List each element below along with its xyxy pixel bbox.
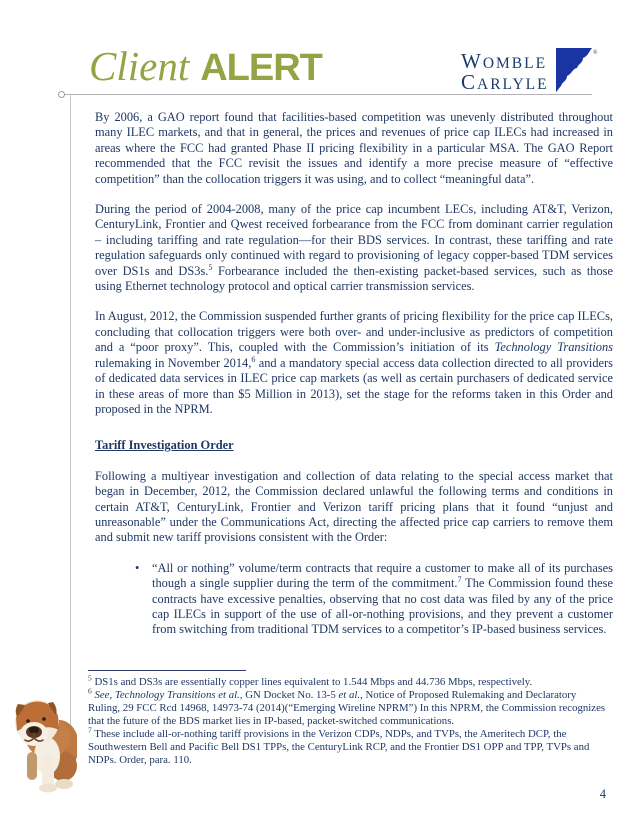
footnote-7-number: 7 <box>88 725 92 735</box>
footnote-5-number: 5 <box>88 673 92 683</box>
paragraph-2-text: During the period of 2004-2008, many of the price cap incumbent LECs, including AT&T, Verizon, CenturyLink, Frontier and Qwest received forbearance from the FCC from dominant carrier regulation – including tariffing and rate regulation—for their BDS services. In contrast, these tariffing and rate regulation safeguards only continued with regard to provisioning of legacy copper-based TDM services over DS1s and DS3s. <box>95 202 613 278</box>
paragraph-3-italic-title: Technology Transitions <box>494 340 613 355</box>
footnote-5 <box>88 673 608 689</box>
footnote-ref-7: 7 <box>457 575 462 585</box>
bullet-item-all-or-nothing <box>95 561 613 638</box>
footnote-5-text: DS1s and DS3s are essentially copper lines equivalent to 1.544 Mbps and 44.736 Mbps, respectively. <box>91 676 533 688</box>
page-number: 4 <box>599 787 606 801</box>
header-divider-line <box>62 94 592 95</box>
masthead-title-alert: ALERT <box>200 47 322 89</box>
footnote-6-number: 6 <box>88 686 92 696</box>
footnotes-section <box>88 670 608 767</box>
firm-logo-line2: CARLYLE <box>461 70 549 94</box>
paragraph-3-text: In August, 2012, the Commission suspended further grants of pricing flexibility for the price cap ILECs, concluding that collocation triggers were both over- and under-inclusive as predictors of competition and a “poor proxy”. This, coupled with the Commission’s initiation of its <box>95 309 613 355</box>
footnote-7-text: These include all-or-nothing tariff provisions in the Verizon CDPs, NDPs, and TVPs, the Ameritech DCP, the Southwestern Bell and Pacific Bell DS1 TPPs, the CenturyLink RCP, and the Frontier DS1 OPP and TPP, TVPs and NDPs. Order, para. 110. <box>88 728 590 766</box>
footnote-6-citation-italic: See, Technology Transitions et al. <box>91 689 240 701</box>
paragraph-3-text-c: and a mandatory special access data collection directed to all providers of dedicated data services in ILEC price cap markets (as well as certain purchasers of dedicated service in these areas of more than $5 Million in 2013), set the stage for the reforms taken in this Order and proposed in the NPRM. <box>95 355 613 416</box>
paragraph-2-text-cont: Forbearance included the then-existing packet-based services, such as those using Ethernet technology protocol and optical carrier transmission services. <box>95 263 614 294</box>
footnote-ref-6: 6 <box>251 354 256 364</box>
paragraph-4 <box>95 469 613 546</box>
footnote-ref-5: 5 <box>208 262 213 272</box>
paragraph-3-text-b: rulemaking in November 2014, <box>95 355 252 370</box>
footnote-6-text-a: , GN Docket No. 13-5 <box>239 689 339 701</box>
footnote-6 <box>88 686 608 728</box>
paragraph-2 <box>95 202 613 294</box>
bullet-list <box>95 561 613 638</box>
masthead-title-client: Client <box>89 43 190 89</box>
bulldog-mascot-image <box>1 694 77 794</box>
footnote-separator-line <box>88 670 246 671</box>
divider-end-circle <box>58 91 65 98</box>
registered-trademark: ® <box>593 50 598 56</box>
section-heading-tariff-investigation-order: Tariff Investigation Order <box>95 438 234 453</box>
firm-logo-line1: WOMBLE <box>461 49 548 73</box>
footnote-6-text-b: , Notice of Proposed Rulemaking and Declaratory Ruling, 29 FCC Rcd 14968, 14973-74 (2014)(“Emerging Wireline NPRM”) In this NPRM, the Commission recognizes that the future of the BDS market lies in IP-based, packet-switched communications. <box>88 689 606 727</box>
newsletter-masthead <box>89 42 322 90</box>
firm-logo <box>461 49 549 94</box>
bullet-marker: • <box>135 560 140 575</box>
paragraph-1 <box>95 110 613 187</box>
paragraph-4-text: Following a multiyear investigation and collection of data relating to the special access market that began in December, 2012, the Commission declared unlawful the following terms and conditions in certain AT&T, CenturyLink, Frontier and Verizon tariff pricing plans that it found “unjust and unreasonable” under the Communications Act, directing the affected price cap carriers to remove them and submit new tariff provisions consistent with the Order: <box>95 468 613 545</box>
footnote-6-etal-italic: et al. <box>338 689 361 701</box>
bullet-1-text: “All or nothing” volume/term contracts that require a customer to make all of its purchases though a single supplier during the term of the commitment. <box>152 560 613 591</box>
paragraph-3 <box>95 309 613 417</box>
flag-icon <box>556 48 593 92</box>
body-content <box>95 110 613 638</box>
left-margin-line <box>70 95 71 776</box>
footnote-7 <box>88 725 608 767</box>
paragraph-1-text: By 2006, a GAO report found that facilities-based competition was unevenly distributed throughout many ILEC markets, and that in general, the prices and revenues of price cap ILECs had increased in areas where the FCC had granted Phase II pricing flexibility in a particular MSA. The GAO Report recommended that the FCC revisit the issues and identify a more precise measure of “effective competition” than the collocation triggers it was using, and to collect “meaningful data”. <box>95 110 613 186</box>
bullet-1-text-cont: The Commission found these contracts have excessive penalties, observing that no cost data was filed by any of the price cap ILECs in support of the use of all-or-nothing provisions, and they prevent a customer from switching from traditional TDM services to a competitor’s IP-based business services. <box>152 576 614 637</box>
